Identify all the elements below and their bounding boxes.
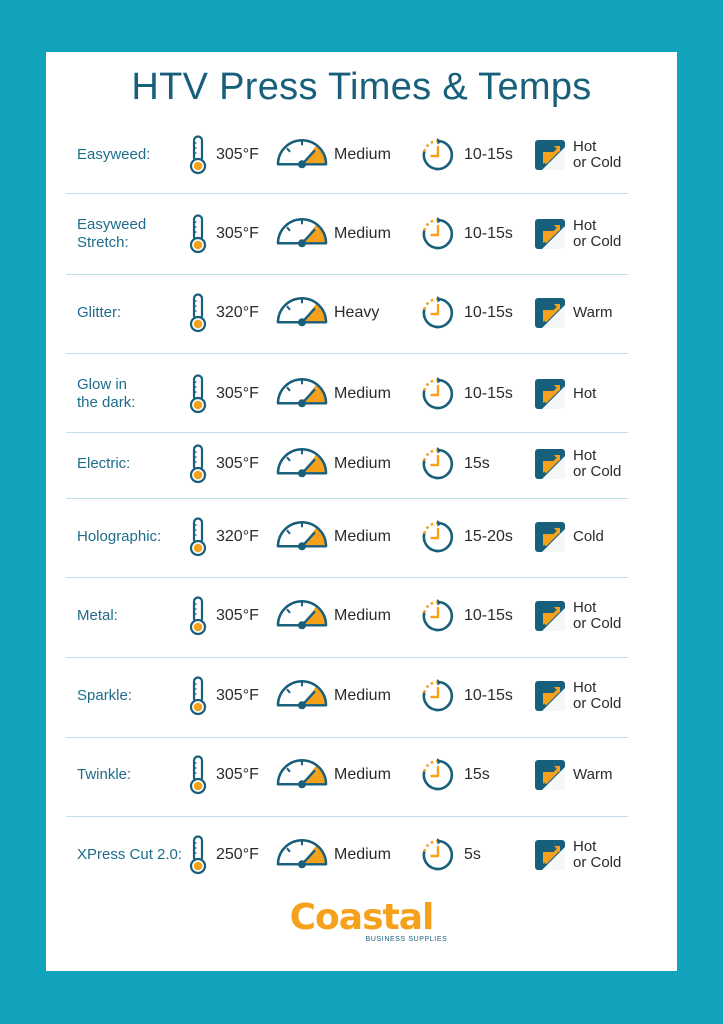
temperature-value: 320°F	[216, 528, 259, 545]
pressure-gauge-icon	[275, 677, 329, 711]
pressure-value: Medium	[334, 225, 391, 242]
time-value: 10-15s	[464, 607, 513, 624]
pressure-value: Heavy	[334, 304, 380, 321]
pressure-gauge-icon	[275, 518, 329, 552]
thermometer-icon	[189, 293, 207, 333]
thermometer-icon	[189, 517, 207, 557]
peel-value: Hot or Cold	[573, 599, 622, 632]
vinyl-name: Electric:	[77, 455, 131, 472]
clock-timer-icon	[420, 837, 456, 873]
time-value: 15-20s	[464, 528, 513, 545]
peel-icon	[534, 680, 566, 712]
peel-value: Hot or Cold	[573, 447, 622, 480]
time-value: 10-15s	[464, 304, 513, 321]
temperature-value: 305°F	[216, 687, 259, 704]
vinyl-name: Holographic:	[77, 528, 162, 545]
pressure-gauge-icon	[275, 215, 329, 249]
clock-timer-icon	[420, 137, 456, 173]
pressure-value: Medium	[334, 455, 391, 472]
logo-tagline: BUSINESS SUPPLIES	[365, 936, 448, 943]
thermometer-icon	[189, 214, 207, 254]
clock-timer-icon	[420, 757, 456, 793]
thermometer-icon	[189, 374, 207, 414]
peel-value: Hot or Cold	[573, 679, 622, 712]
time-value: 15s	[464, 455, 490, 472]
peel-icon	[534, 139, 566, 171]
peel-value: Cold	[573, 528, 604, 545]
temperature-value: 305°F	[216, 766, 259, 783]
vinyl-name: Sparkle:	[77, 687, 133, 704]
time-value: 10-15s	[464, 225, 513, 242]
temperature-value: 305°F	[216, 385, 259, 402]
peel-icon	[534, 521, 566, 553]
pressure-gauge-icon	[275, 756, 329, 790]
thermometer-icon	[189, 444, 207, 484]
row-divider	[66, 193, 628, 194]
vinyl-name: Glitter:	[77, 304, 122, 321]
row-divider	[66, 432, 628, 433]
vinyl-name: Easyweed:	[77, 146, 151, 163]
row-divider	[66, 657, 628, 658]
thermometer-icon	[189, 135, 207, 175]
peel-value: Hot or Cold	[573, 217, 622, 250]
pressure-value: Medium	[334, 687, 391, 704]
temperature-value: 250°F	[216, 846, 259, 863]
clock-timer-icon	[420, 519, 456, 555]
temperature-value: 305°F	[216, 146, 259, 163]
vinyl-name: Easyweed Stretch:	[77, 216, 147, 251]
pressure-gauge-icon	[275, 136, 329, 170]
peel-icon	[534, 839, 566, 871]
peel-value: Hot or Cold	[573, 838, 622, 871]
chart-card	[46, 52, 677, 971]
coastal-logo	[46, 897, 677, 943]
thermometer-icon	[189, 755, 207, 795]
clock-timer-icon	[420, 376, 456, 412]
pressure-value: Medium	[334, 146, 391, 163]
peel-icon	[534, 448, 566, 480]
thermometer-icon	[189, 835, 207, 875]
thermometer-icon	[189, 676, 207, 716]
peel-value: Warm	[573, 766, 613, 783]
logo-wordmark: Coastal	[289, 897, 434, 938]
row-divider	[66, 816, 628, 817]
peel-icon	[534, 218, 566, 250]
row-divider	[66, 353, 628, 354]
time-value: 15s	[464, 766, 490, 783]
temperature-value: 305°F	[216, 607, 259, 624]
pressure-gauge-icon	[275, 445, 329, 479]
clock-timer-icon	[420, 446, 456, 482]
row-divider	[66, 274, 628, 275]
time-value: 5s	[464, 846, 481, 863]
time-value: 10-15s	[464, 385, 513, 402]
pressure-value: Medium	[334, 766, 391, 783]
peel-icon	[534, 297, 566, 329]
clock-timer-icon	[420, 678, 456, 714]
time-value: 10-15s	[464, 146, 513, 163]
peel-value: Hot	[573, 385, 597, 402]
temperature-value: 320°F	[216, 304, 259, 321]
pressure-value: Medium	[334, 846, 391, 863]
temperature-value: 305°F	[216, 455, 259, 472]
temperature-value: 305°F	[216, 225, 259, 242]
clock-timer-icon	[420, 598, 456, 634]
page-title: HTV Press Times & Temps	[131, 66, 592, 108]
time-value: 10-15s	[464, 687, 513, 704]
pressure-gauge-icon	[275, 597, 329, 631]
thermometer-icon	[189, 596, 207, 636]
vinyl-name: Metal:	[77, 607, 118, 624]
vinyl-name: Glow in the dark:	[77, 376, 136, 411]
pressure-gauge-icon	[275, 294, 329, 328]
peel-icon	[534, 759, 566, 791]
pressure-gauge-icon	[275, 375, 329, 409]
clock-timer-icon	[420, 295, 456, 331]
pressure-value: Medium	[334, 528, 391, 545]
pressure-value: Medium	[334, 385, 391, 402]
row-divider	[66, 577, 628, 578]
pressure-value: Medium	[334, 607, 391, 624]
peel-value: Hot or Cold	[573, 138, 622, 171]
clock-timer-icon	[420, 216, 456, 252]
peel-value: Warm	[573, 304, 613, 321]
peel-icon	[534, 600, 566, 632]
row-divider	[66, 737, 628, 738]
pressure-gauge-icon	[275, 836, 329, 870]
vinyl-name: Twinkle:	[77, 766, 132, 783]
peel-icon	[534, 378, 566, 410]
vinyl-name: XPress Cut 2.0:	[77, 846, 183, 863]
row-divider	[66, 498, 628, 499]
